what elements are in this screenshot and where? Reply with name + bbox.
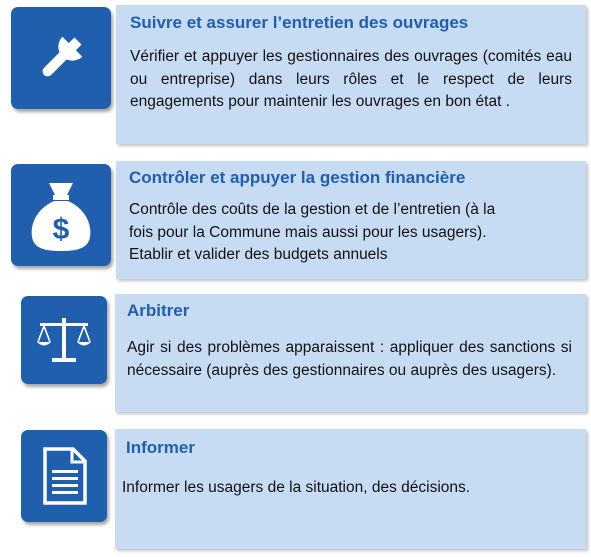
scales-icon-tile <box>21 296 107 384</box>
panel-body: Agir si des problèmes apparaissent : appliquer des sanctions si nécessaire (auprès des gestionnaires ou auprès des usagers). <box>127 339 572 379</box>
panel-title: Suivre et assurer l’entretien des ouvrages <box>130 13 469 32</box>
money-bag-icon-tile <box>11 164 111 266</box>
panel-body: Vérifier et appuyer les gestionnaires des ouvrages (comités eau ou entreprise) dans leurs rôles et le respect de leurs engagements pour maintenir les ouvrages en bon état . <box>130 48 572 110</box>
panel-gestion-financiere <box>116 161 586 279</box>
wrench-icon-tile <box>11 7 111 109</box>
panel-title: Arbitrer <box>127 301 190 320</box>
panel-arbitrer <box>115 294 586 412</box>
panel-title: Contrôler et appuyer la gestion financière <box>129 168 466 187</box>
wrench-icon <box>25 22 97 94</box>
panel-body-line: Contrôle des coûts de la gestion et de l’entretien (à la <box>129 201 496 218</box>
money-bag-icon <box>26 177 96 253</box>
panel-body-line: fois pour la Commune mais aussi pour les usagers). <box>129 223 487 241</box>
panel-informer <box>115 429 586 549</box>
panel-title: Informer <box>126 438 195 457</box>
scales-icon <box>34 310 94 370</box>
panel-body-line: Etablir et valider des budgets annuels <box>129 246 388 263</box>
document-icon-tile <box>21 430 107 522</box>
document-icon <box>39 446 89 506</box>
panel-body: Informer les usagers de la situation, des décisions. <box>122 479 471 496</box>
panel-body <box>129 199 572 267</box>
panel-entretien <box>116 5 586 144</box>
svg-text:$: $ <box>52 213 70 246</box>
